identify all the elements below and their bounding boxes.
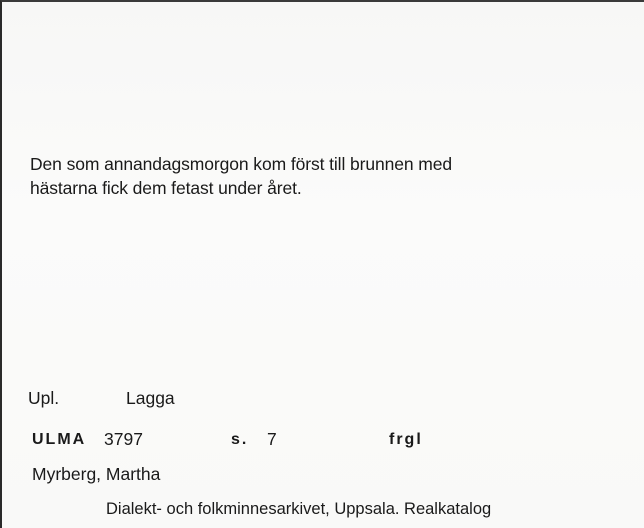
- page-label: s.: [231, 431, 249, 448]
- informant: Myrberg, Martha: [32, 464, 161, 484]
- page-number: 7: [267, 429, 277, 449]
- card-text-line-2: hästarna fick dem fetast under året.: [30, 178, 302, 198]
- category: frgl: [389, 431, 423, 448]
- province: Upl.: [28, 388, 60, 408]
- parish: Lagga: [126, 388, 175, 408]
- record-number: 3797: [104, 429, 143, 449]
- archive-code: ULMA: [32, 431, 87, 448]
- card-text: [30, 152, 590, 200]
- archive-footer: Dialekt- och folkminnesarkivet, Uppsala. Realkatalog: [106, 500, 492, 518]
- card-text-line-1: Den som annandagsmorgon kom först till brunnen med: [30, 154, 453, 174]
